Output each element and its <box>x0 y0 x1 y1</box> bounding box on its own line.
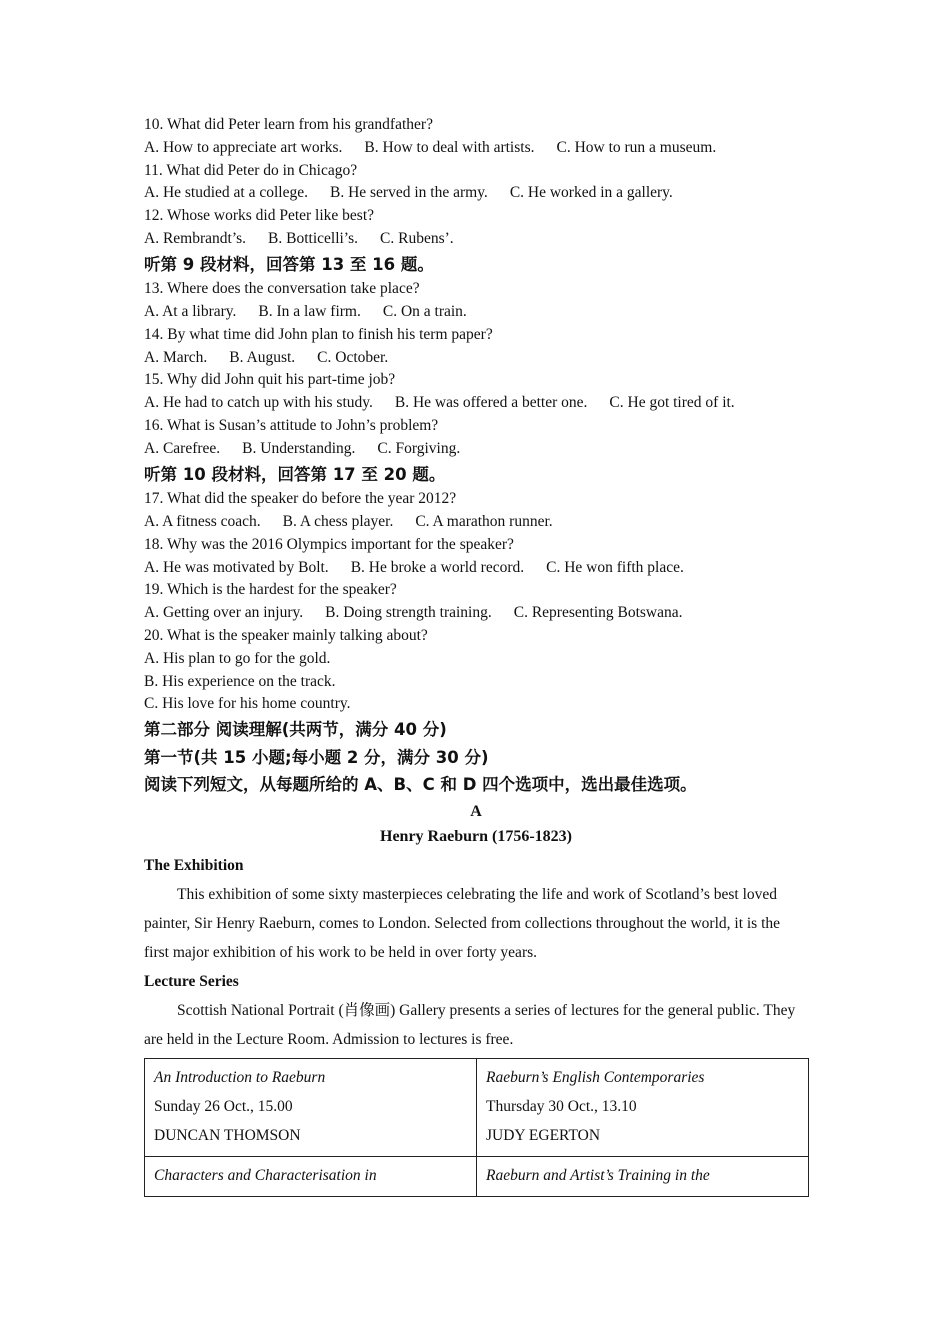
section-heading-10: 听第 10 段材料，回答第 17 至 20 题。 <box>144 464 446 484</box>
question-17: 17. What did the speaker do before the year 2012? <box>144 490 457 508</box>
lecture-speaker: JUDY EGERTON <box>486 1126 601 1144</box>
section-title: 第一节(共 15 小题;每小题 2 分，满分 30 分) <box>144 747 489 767</box>
question-20: 20. What is the speaker mainly talking about? <box>144 626 428 644</box>
option-c: C. He won fifth place. <box>546 558 684 576</box>
option-c: C. He worked in a gallery. <box>509 184 673 202</box>
option-b: B. Botticelli’s. <box>268 229 359 247</box>
question-12: 12. Whose works did Peter like best? <box>144 207 375 225</box>
option-a: A. His plan to go for the gold. <box>144 649 331 667</box>
option-b: B. His experience on the track. <box>144 672 336 690</box>
option-a: A. He studied at a college. <box>144 184 308 202</box>
lecture-title: An Introduction to Raeburn <box>154 1068 326 1086</box>
option-b: B. In a law firm. <box>258 303 361 321</box>
question-11-options <box>144 182 808 205</box>
lecture-title: Characters and Characterisation in <box>154 1166 377 1184</box>
option-a: A. Carefree. <box>144 439 221 457</box>
option-c: C. Representing Botswana. <box>513 604 683 622</box>
table-row <box>145 1058 809 1156</box>
exhibition-label: The Exhibition <box>144 856 244 874</box>
exhibition-text: This exhibition of some sixty masterpieces celebrating the life and work of Scotland’s best loved painter, Sir Henry Raeburn, comes to London. Selected from collections throughout the world, it is the first major exhibition of his work to be held in over forty years. <box>144 885 781 961</box>
option-a: A. He was motivated by Bolt. <box>144 558 329 576</box>
question-14-options <box>144 347 808 370</box>
lecture-title: Raeburn’s English Contemporaries <box>486 1068 705 1086</box>
option-b: B. How to deal with artists. <box>364 138 535 156</box>
lecture-cell <box>477 1156 809 1196</box>
question-13: 13. Where does the conversation take place? <box>144 280 420 298</box>
lecture-cell <box>145 1156 477 1196</box>
question-14: 14. By what time did John plan to finish his term paper? <box>144 325 493 343</box>
option-a: A. At a library. <box>144 303 237 321</box>
lecture-title: Raeburn and Artist’s Training in the <box>486 1166 710 1184</box>
question-10: 10. What did Peter learn from his grandfather? <box>144 116 433 133</box>
option-c: C. A marathon runner. <box>415 512 553 530</box>
option-a: A. Getting over an injury. <box>144 604 304 622</box>
question-10-options <box>144 137 808 160</box>
question-16-options <box>144 438 808 461</box>
option-b: B. He broke a world record. <box>350 558 525 576</box>
lecture-cell <box>145 1058 477 1156</box>
question-11: 11. What did Peter do in Chicago? <box>144 161 358 179</box>
option-b: B. He served in the army. <box>329 184 488 202</box>
option-c: C. Rubens’. <box>380 229 454 247</box>
option-a: A. Rembrandt’s. <box>144 229 247 247</box>
lecture-time: Thursday 30 Oct., 13.10 <box>486 1097 637 1115</box>
question-13-options <box>144 301 808 324</box>
option-c: C. He got tired of it. <box>609 394 735 412</box>
lecture-text: Scottish National Portrait (肖像画) Gallery presents a series of lectures for the general public. They are held in the Lecture Room. Admission to lectures is free. <box>144 1001 796 1048</box>
option-b: B. Doing strength training. <box>325 604 492 622</box>
question-19-options <box>144 602 808 625</box>
option-a: A. March. <box>144 348 208 366</box>
option-b: B. A chess player. <box>282 512 394 530</box>
option-b: B. August. <box>229 348 296 366</box>
option-a: A. How to appreciate art works. <box>144 138 343 156</box>
instruction: 阅读下列短文，从每题所给的 A、B、C 和 D 四个选项中，选出最佳选项。 <box>144 775 697 795</box>
option-b: B. Understanding. <box>242 439 356 457</box>
option-c: C. October. <box>317 348 389 366</box>
option-a: A. A fitness coach. <box>144 512 261 530</box>
question-19: 19. Which is the hardest for the speaker? <box>144 581 397 599</box>
option-c: C. His love for his home country. <box>144 695 351 713</box>
passage-title: Henry Raeburn (1756-1823) <box>380 827 572 845</box>
lecture-label: Lecture Series <box>144 972 239 990</box>
question-12-options <box>144 228 808 251</box>
section-heading-9: 听第 9 段材料，回答第 13 至 16 题。 <box>144 254 434 274</box>
question-15-options <box>144 392 808 415</box>
table-row <box>145 1156 809 1196</box>
option-c: C. Forgiving. <box>377 439 461 457</box>
question-18-options <box>144 557 808 580</box>
option-c: C. How to run a museum. <box>556 138 717 156</box>
option-c: C. On a train. <box>382 303 467 321</box>
question-16: 16. What is Susan’s attitude to John’s problem? <box>144 417 439 435</box>
part-title: 第二部分 阅读理解(共两节，满分 40 分) <box>144 720 447 740</box>
question-17-options <box>144 511 808 534</box>
lecture-cell <box>477 1058 809 1156</box>
question-18: 18. Why was the 2016 Olympics important for the speaker? <box>144 535 514 553</box>
page-content <box>144 114 808 1197</box>
option-a: A. He had to catch up with his study. <box>144 394 373 412</box>
option-b: B. He was offered a better one. <box>394 394 588 412</box>
lecture-table <box>144 1058 809 1197</box>
lecture-speaker: DUNCAN THOMSON <box>154 1126 301 1144</box>
passage-letter: A <box>470 802 482 820</box>
lecture-time: Sunday 26 Oct., 15.00 <box>154 1097 293 1115</box>
question-15: 15. Why did John quit his part-time job? <box>144 371 396 389</box>
